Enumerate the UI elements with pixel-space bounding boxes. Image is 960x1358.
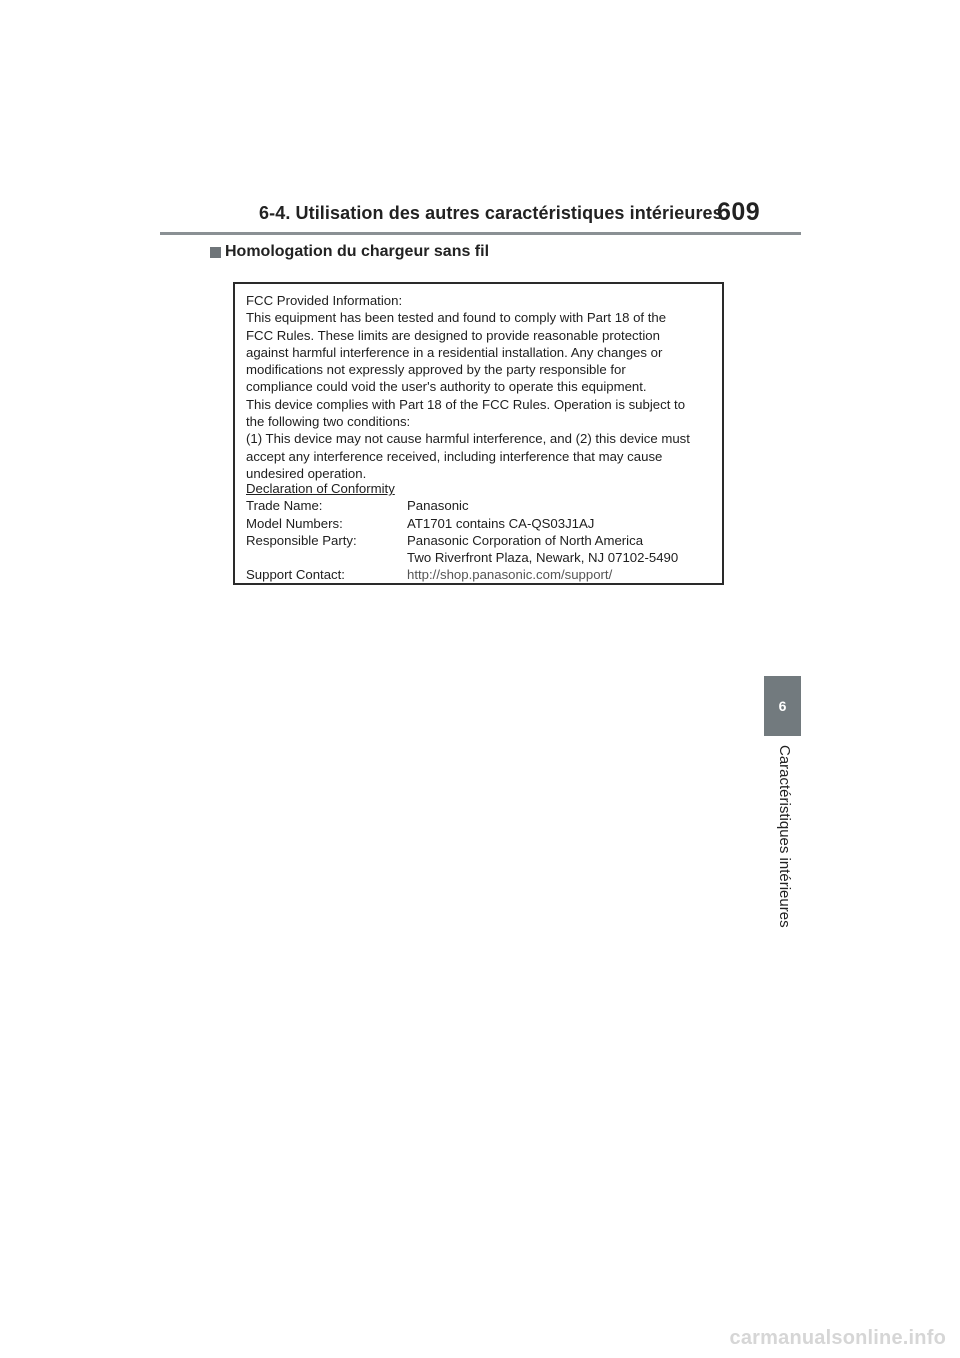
- square-bullet-icon: [210, 247, 221, 258]
- declaration-of-conformity: [246, 480, 678, 584]
- declaration-value: AT1701 contains CA-QS03J1AJ: [407, 515, 595, 531]
- declaration-label: Support Contact:: [246, 567, 345, 583]
- section-heading-text: Homologation du chargeur sans fil: [225, 243, 490, 260]
- fcc-line: against harmful interference in a residential installation. Any changes or: [246, 344, 663, 360]
- section-heading: [210, 243, 489, 261]
- fcc-line: undesired operation.: [246, 465, 367, 481]
- fcc-line: This device complies with Part 18 of the FCC Rules. Operation is subject to: [246, 396, 686, 412]
- header-divider: [160, 232, 801, 235]
- declaration-row-address: [246, 549, 678, 566]
- fcc-line: accept any interference received, including interference that may cause: [246, 448, 663, 464]
- declaration-value: Panasonic Corporation of North America: [407, 532, 644, 548]
- declaration-label: [246, 549, 407, 566]
- watermark: carmanualsonline.info: [729, 1327, 946, 1349]
- chapter-side-label: Caractéristiques intérieures: [776, 745, 793, 928]
- support-url: http://shop.panasonic.com/support/: [407, 567, 613, 583]
- chapter-tab: [764, 676, 801, 736]
- fcc-line: compliance could void the user's authority to operate this equipment.: [246, 379, 647, 395]
- chapter-tab-number: 6: [778, 698, 787, 714]
- fcc-line: This equipment has been tested and found to comply with Part 18 of the: [246, 310, 667, 326]
- declaration-label: Model Numbers:: [246, 515, 343, 531]
- chapter-header-title: 6-4. Utilisation des autres caractéristiques intérieures: [259, 203, 723, 223]
- declaration-label: Trade Name:: [246, 498, 323, 514]
- fcc-information-text: [246, 292, 690, 482]
- declaration-heading: Declaration of Conformity: [246, 481, 395, 496]
- declaration-row-model-numbers: [246, 515, 678, 532]
- fcc-information-label: [233, 282, 724, 585]
- declaration-row-responsible-party: [246, 532, 678, 549]
- declaration-row-trade-name: [246, 497, 678, 514]
- declaration-value: Two Riverfront Plaza, Newark, NJ 07102-5490: [407, 550, 679, 566]
- fcc-line: FCC Rules. These limits are designed to provide reasonable protection: [246, 327, 660, 343]
- fcc-line: (1) This device may not cause harmful interference, and (2) this device must: [246, 431, 690, 447]
- fcc-line: the following two conditions:: [246, 414, 411, 430]
- page-number: 609: [717, 198, 761, 226]
- declaration-value: Panasonic: [407, 498, 469, 514]
- declaration-row-support-contact: [246, 566, 678, 583]
- fcc-line: FCC Provided Information:: [246, 293, 403, 308]
- fcc-line: modifications not expressly approved by the party responsible for: [246, 362, 626, 378]
- declaration-label: Responsible Party:: [246, 532, 357, 548]
